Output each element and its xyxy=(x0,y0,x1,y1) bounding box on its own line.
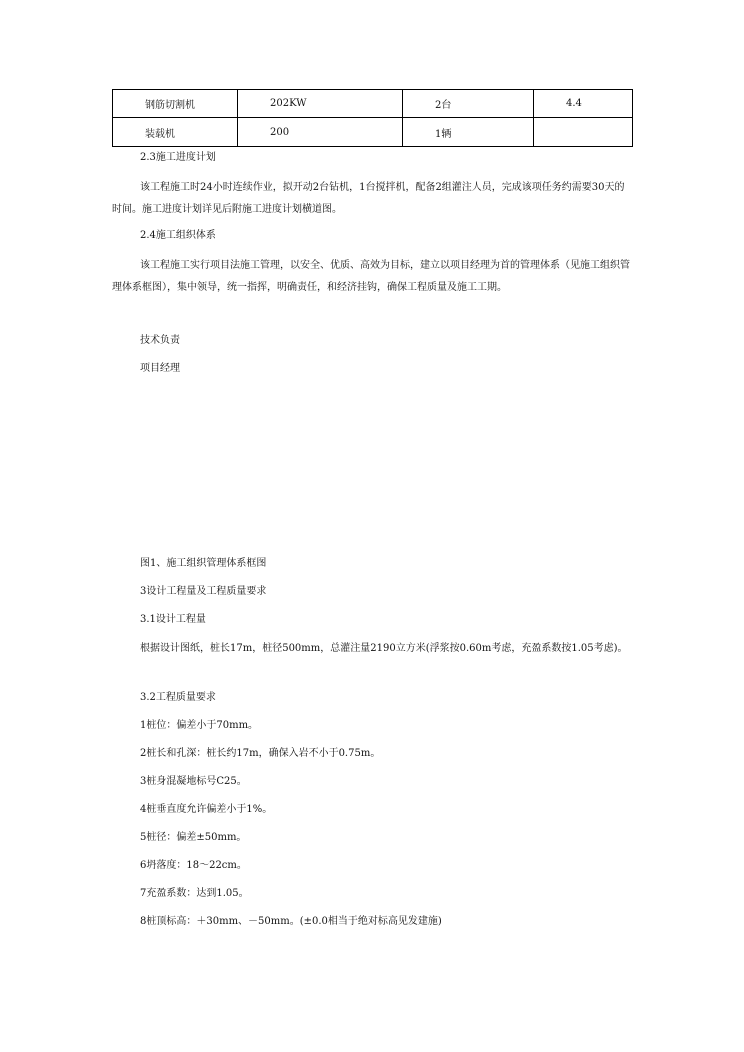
table-row xyxy=(113,90,633,118)
requirement-item: 4桩垂直度允许偏差小于1%。 xyxy=(140,804,273,815)
section-3-1-heading: 3.1设计工程量 xyxy=(140,614,206,625)
requirement-item: 5桩径：偏差±50mm。 xyxy=(140,832,247,843)
table-cell: 钢筋切割机 xyxy=(113,90,238,118)
table-cell: 4.4 xyxy=(534,90,633,118)
equipment-table xyxy=(112,89,633,147)
section-2-4-text: 该工程施工实行项目法施工管理，以安全、优质、高效为目标，建立以项目经理为首的管理体系（见施工组织管理体系框图），集中领导，统一指挥，明确责任，和经济挂钩，确保工程质量及施工工期。 xyxy=(112,260,630,293)
section-3-1-text: 根据设计图纸，桩长17m，桩径500mm，总灌注量2190立方米(浮浆按0.60m考虑，充盈系数按1.05考虑)。 xyxy=(140,643,628,654)
section-3-2-heading: 3.2工程质量要求 xyxy=(140,692,216,703)
section-3-1-paragraph xyxy=(112,638,634,660)
section-3-heading: 3设计工程量及工程质量要求 xyxy=(140,586,267,597)
table-cell: 202KW xyxy=(238,90,403,118)
org-project-manager-label: 项目经理 xyxy=(140,363,180,374)
requirement-item: 8桩顶标高：＋30mm、－50mm。(±0.0相当于绝对标高见发建施) xyxy=(140,916,442,927)
table-cell: 1辆 xyxy=(403,118,534,147)
figure-caption: 图1、施工组织管理体系框图 xyxy=(140,558,267,569)
table-cell: 2台 xyxy=(403,90,534,118)
table-cell xyxy=(534,118,633,147)
section-2-3-paragraph xyxy=(112,177,634,221)
section-2-4-paragraph xyxy=(112,255,634,299)
section-2-3-text: 该工程施工时24小时连续作业，拟开动2台钻机，1台搅拌机，配备2组灌注人员，完成该项任务约需要30天的时间。施工进度计划详见后附施工进度计划横道图。 xyxy=(112,182,625,215)
requirement-item: 2桩长和孔深：桩长约17m，确保入岩不小于0.75m。 xyxy=(140,748,381,759)
requirement-item: 3桩身混凝地标号C25。 xyxy=(140,776,247,787)
table-cell: 装载机 xyxy=(113,118,238,147)
table-row xyxy=(113,118,633,147)
org-tech-lead-label: 技术负责 xyxy=(140,335,180,346)
requirement-item: 1桩位：偏差小于70mm。 xyxy=(140,720,259,731)
section-2-3-heading: 2.3施工进度计划 xyxy=(140,152,216,163)
table-cell: 200 xyxy=(238,118,403,147)
requirement-item: 6坍落度：18～22cm。 xyxy=(140,860,247,871)
requirement-item: 7充盈系数：达到1.05。 xyxy=(140,888,249,899)
section-2-4-heading: 2.4施工组织体系 xyxy=(140,230,216,241)
